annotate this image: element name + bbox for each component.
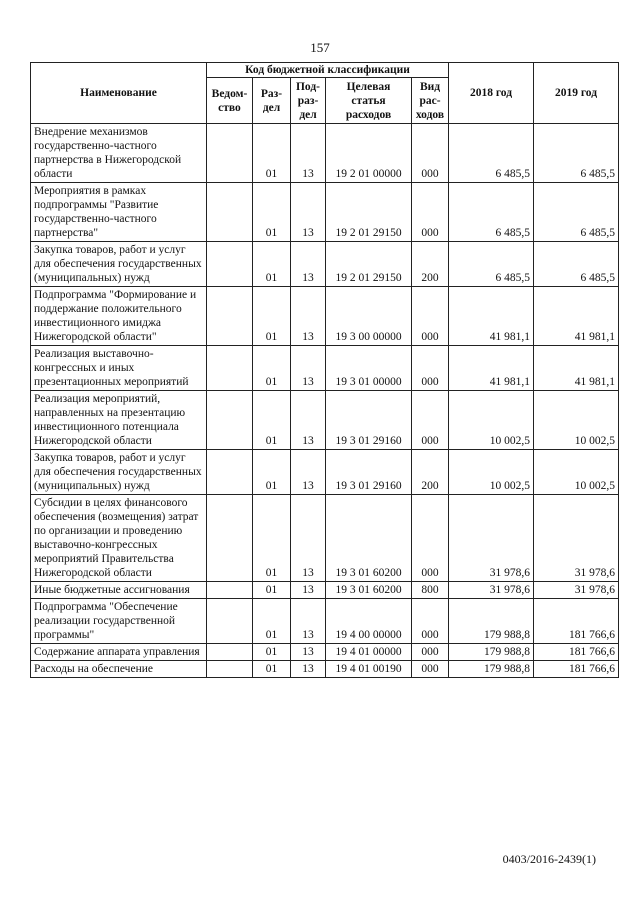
row-name: Внедрение механизмов государственно-частного партнерства в Нижегородской области	[31, 124, 207, 183]
row-target-article: 19 3 01 60200	[326, 582, 412, 599]
table-row	[31, 287, 619, 346]
row-expense-type: 000	[412, 183, 449, 242]
header-vedom: Ведом-ство	[207, 78, 253, 124]
row-amount-2018: 6 485,5	[449, 183, 534, 242]
row-target-article: 19 3 01 60200	[326, 495, 412, 582]
budget-table	[30, 62, 619, 678]
header-2018: 2018 год	[449, 63, 534, 124]
row-amount-2019: 6 485,5	[534, 183, 619, 242]
table-row	[31, 495, 619, 582]
row-name: Содержание аппарата управления	[31, 644, 207, 661]
row-amount-2018: 31 978,6	[449, 495, 534, 582]
row-amount-2018: 6 485,5	[449, 124, 534, 183]
row-name: Закупка товаров, работ и услуг для обеспечения государственных (муниципальных) нужд	[31, 242, 207, 287]
table-row	[31, 124, 619, 183]
row-podrazdel: 13	[291, 391, 326, 450]
row-name: Реализация выставочно-конгрессных и иных презентационных мероприятий	[31, 346, 207, 391]
document-code: 0403/2016-2439(1)	[502, 852, 596, 866]
row-amount-2018: 10 002,5	[449, 450, 534, 495]
row-expense-type: 000	[412, 644, 449, 661]
row-razdel: 01	[253, 346, 291, 391]
row-amount-2018: 10 002,5	[449, 391, 534, 450]
row-podrazdel: 13	[291, 661, 326, 678]
row-podrazdel: 13	[291, 124, 326, 183]
table-row	[31, 346, 619, 391]
header-podrazdel: Под-раз-дел	[291, 78, 326, 124]
row-razdel: 01	[253, 644, 291, 661]
row-amount-2019: 41 981,1	[534, 346, 619, 391]
row-name: Закупка товаров, работ и услуг для обеспечения государственных (муниципальных) нужд	[31, 450, 207, 495]
row-razdel: 01	[253, 391, 291, 450]
row-amount-2018: 31 978,6	[449, 582, 534, 599]
row-name: Реализация мероприятий, направленных на презентацию инвестиционного потенциала Нижегородской области	[31, 391, 207, 450]
row-podrazdel: 13	[291, 346, 326, 391]
row-amount-2019: 6 485,5	[534, 124, 619, 183]
row-amount-2018: 179 988,8	[449, 644, 534, 661]
table-row	[31, 661, 619, 678]
row-podrazdel: 13	[291, 183, 326, 242]
row-expense-type: 200	[412, 242, 449, 287]
row-razdel: 01	[253, 242, 291, 287]
row-podrazdel: 13	[291, 599, 326, 644]
row-amount-2018: 179 988,8	[449, 661, 534, 678]
row-amount-2019: 31 978,6	[534, 582, 619, 599]
row-expense-type: 800	[412, 582, 449, 599]
row-name: Субсидии в целях финансового обеспечения (возмещения) затрат по организации и проведению выставочно-конгрессных мероприятий Правительства Нижегородской области	[31, 495, 207, 582]
row-podrazdel: 13	[291, 450, 326, 495]
row-amount-2018: 6 485,5	[449, 242, 534, 287]
row-expense-type: 000	[412, 599, 449, 644]
row-expense-type: 000	[412, 391, 449, 450]
row-amount-2019: 181 766,6	[534, 599, 619, 644]
row-razdel: 01	[253, 287, 291, 346]
row-amount-2019: 10 002,5	[534, 450, 619, 495]
row-name: Подпрограмма "Формирование и поддержание положительного инвестиционного имиджа Нижегородской области"	[31, 287, 207, 346]
row-vedom	[207, 183, 253, 242]
row-expense-type: 000	[412, 661, 449, 678]
table-body	[31, 124, 619, 678]
row-target-article: 19 3 00 00000	[326, 287, 412, 346]
row-expense-type: 000	[412, 495, 449, 582]
row-vedom	[207, 582, 253, 599]
row-name: Мероприятия в рамках подпрограммы "Развитие государственно-частного партнерства"	[31, 183, 207, 242]
row-razdel: 01	[253, 661, 291, 678]
row-vedom	[207, 661, 253, 678]
row-razdel: 01	[253, 495, 291, 582]
row-target-article: 19 3 01 29160	[326, 450, 412, 495]
row-target-article: 19 2 01 00000	[326, 124, 412, 183]
page-number: 157	[310, 40, 330, 55]
row-target-article: 19 2 01 29150	[326, 242, 412, 287]
header-razdel: Раз-дел	[253, 78, 291, 124]
row-vedom	[207, 495, 253, 582]
row-podrazdel: 13	[291, 242, 326, 287]
row-podrazdel: 13	[291, 582, 326, 599]
row-amount-2019: 31 978,6	[534, 495, 619, 582]
row-razdel: 01	[253, 599, 291, 644]
row-podrazdel: 13	[291, 287, 326, 346]
table-row	[31, 599, 619, 644]
header-code-group: Код бюджетной классификации	[207, 63, 449, 78]
row-vedom	[207, 644, 253, 661]
row-amount-2019: 181 766,6	[534, 644, 619, 661]
row-target-article: 19 4 00 00000	[326, 599, 412, 644]
row-target-article: 19 2 01 29150	[326, 183, 412, 242]
row-name: Иные бюджетные ассигнования	[31, 582, 207, 599]
header-2019: 2019 год	[534, 63, 619, 124]
header-csr: Целевая статья расходов	[326, 78, 412, 124]
row-razdel: 01	[253, 450, 291, 495]
row-razdel: 01	[253, 582, 291, 599]
row-amount-2019: 6 485,5	[534, 242, 619, 287]
table-row	[31, 582, 619, 599]
row-vedom	[207, 391, 253, 450]
row-vedom	[207, 599, 253, 644]
row-vedom	[207, 242, 253, 287]
row-amount-2019: 41 981,1	[534, 287, 619, 346]
header-vid: Вид рас-ходов	[412, 78, 449, 124]
row-expense-type: 000	[412, 287, 449, 346]
row-razdel: 01	[253, 124, 291, 183]
row-target-article: 19 4 01 00190	[326, 661, 412, 678]
header-name: Наименование	[31, 63, 207, 124]
row-razdel: 01	[253, 183, 291, 242]
row-amount-2019: 181 766,6	[534, 661, 619, 678]
row-vedom	[207, 124, 253, 183]
row-amount-2018: 41 981,1	[449, 346, 534, 391]
row-expense-type: 000	[412, 346, 449, 391]
row-podrazdel: 13	[291, 495, 326, 582]
row-target-article: 19 3 01 29160	[326, 391, 412, 450]
row-expense-type: 000	[412, 124, 449, 183]
row-amount-2019: 10 002,5	[534, 391, 619, 450]
row-vedom	[207, 450, 253, 495]
row-vedom	[207, 346, 253, 391]
table-row	[31, 183, 619, 242]
row-target-article: 19 3 01 00000	[326, 346, 412, 391]
table-row	[31, 644, 619, 661]
row-name: Подпрограмма "Обеспечение реализации государственной программы"	[31, 599, 207, 644]
row-amount-2018: 179 988,8	[449, 599, 534, 644]
row-vedom	[207, 287, 253, 346]
table-row	[31, 450, 619, 495]
row-expense-type: 200	[412, 450, 449, 495]
table-row	[31, 391, 619, 450]
row-podrazdel: 13	[291, 644, 326, 661]
row-target-article: 19 4 01 00000	[326, 644, 412, 661]
row-amount-2018: 41 981,1	[449, 287, 534, 346]
table-row	[31, 242, 619, 287]
row-name: Расходы на обеспечение	[31, 661, 207, 678]
